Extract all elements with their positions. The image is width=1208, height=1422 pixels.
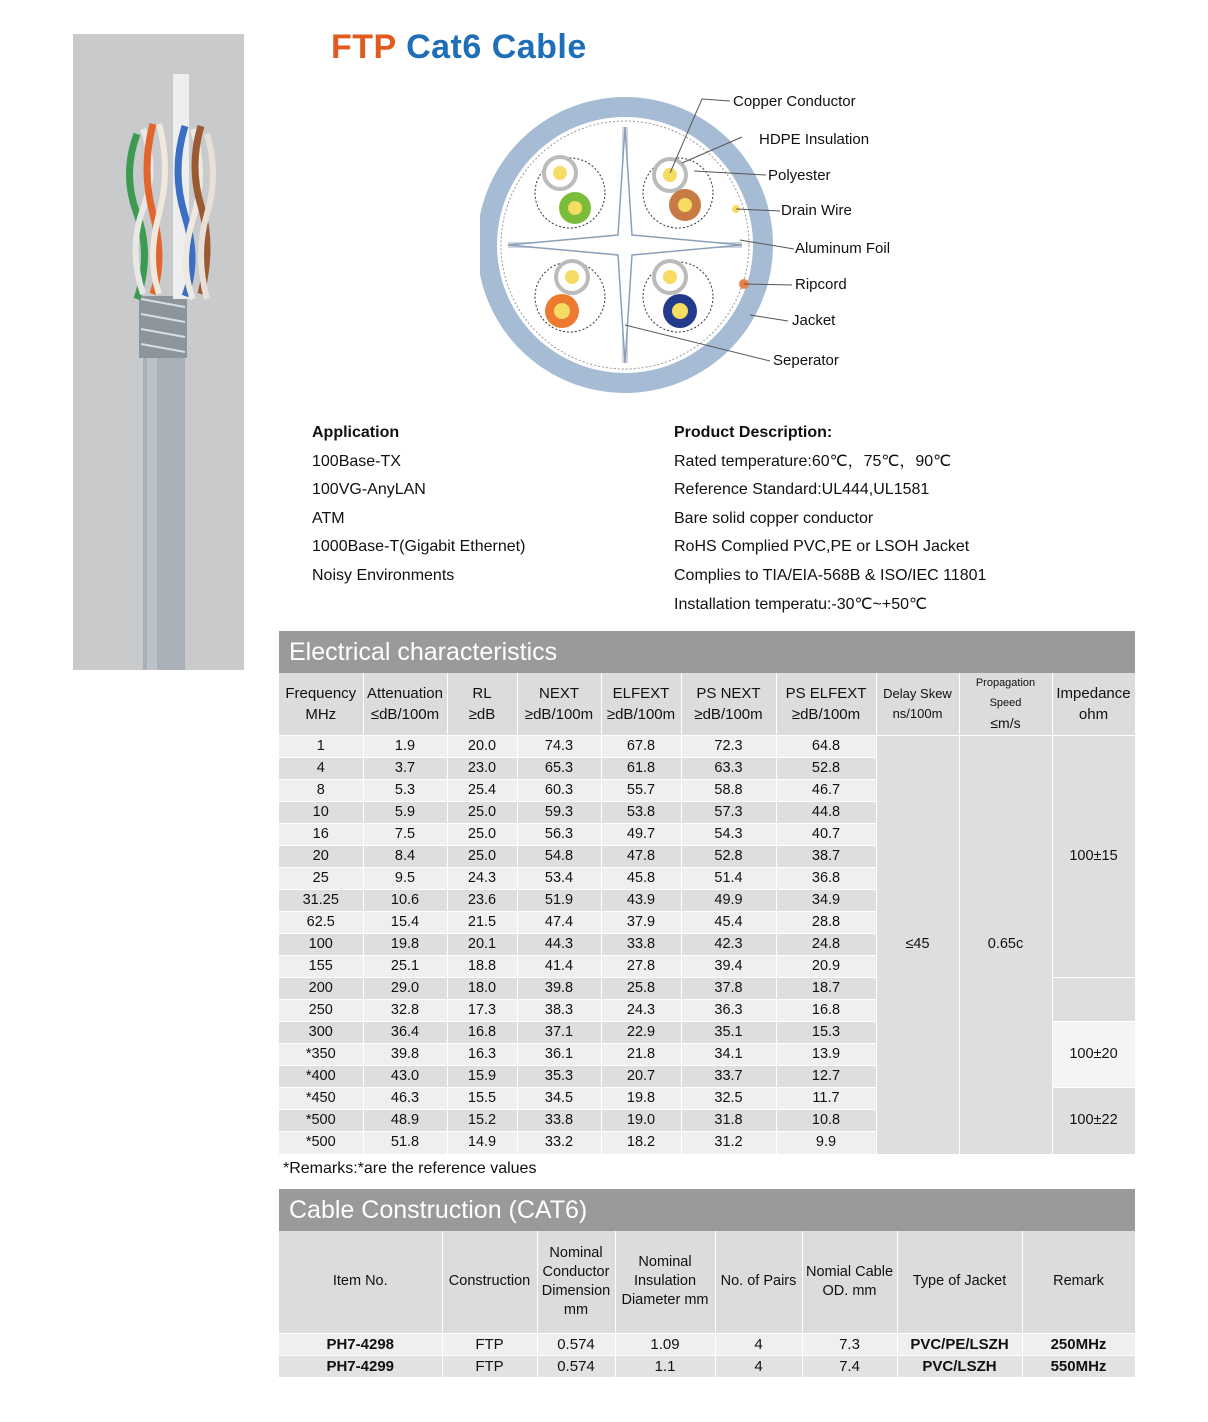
electrical-cell: 12.7 [776, 1066, 876, 1088]
diagram-label-aluminum-foil: Aluminum Foil [795, 240, 891, 257]
electrical-cell: 15.4 [363, 912, 447, 934]
diagram-label-jacket: Jacket [792, 312, 836, 329]
application-item: Noisy Environments [312, 566, 455, 584]
header-attenuation: Attenuation ≤dB/100m [363, 673, 447, 736]
electrical-cell: 74.3 [517, 736, 601, 758]
header-remark: Remark [1022, 1231, 1135, 1333]
application-section [312, 419, 525, 591]
electrical-cell: 60.3 [517, 780, 601, 802]
construction-cell: 0.574 [537, 1355, 615, 1377]
electrical-cell: 34.9 [776, 890, 876, 912]
electrical-cell: 33.8 [601, 934, 681, 956]
electrical-cell: 65.3 [517, 758, 601, 780]
electrical-cell: 72.3 [681, 736, 776, 758]
electrical-cell: 35.3 [517, 1066, 601, 1088]
header-propagation-speed: Propagation Speed ≤m/s [959, 673, 1052, 736]
construction-cell: 7.3 [802, 1333, 897, 1355]
electrical-cell: *500 [279, 1132, 363, 1154]
impedance-value: 100±15 [1052, 736, 1135, 978]
header-construction: Construction [442, 1231, 537, 1333]
electrical-cell: 44.3 [517, 934, 601, 956]
electrical-cell: 20 [279, 846, 363, 868]
electrical-cell: 21.8 [601, 1044, 681, 1066]
electrical-cell: 52.8 [776, 758, 876, 780]
electrical-cell: 16.3 [447, 1044, 517, 1066]
electrical-cell: 15.2 [447, 1110, 517, 1132]
electrical-cell: 20.9 [776, 956, 876, 978]
electrical-cell: 25.1 [363, 956, 447, 978]
header-no-of-pairs: No. of Pairs [715, 1231, 802, 1333]
electrical-cell: 33.2 [517, 1132, 601, 1154]
electrical-cell: 49.7 [601, 824, 681, 846]
electrical-cell: 53.8 [601, 802, 681, 824]
electrical-cell: 43.9 [601, 890, 681, 912]
diagram-label-polyester: Polyester [768, 167, 831, 184]
electrical-cell: *450 [279, 1088, 363, 1110]
electrical-cell: 8 [279, 780, 363, 802]
diagram-label-seperator: Seperator [773, 352, 839, 369]
electrical-cell: 20.0 [447, 736, 517, 758]
header-conductor-dimension: Nominal Conductor Dimension mm [537, 1231, 615, 1333]
construction-cell: 550MHz [1022, 1355, 1135, 1377]
header-ps-elfext: PS ELFEXT ≥dB/100m [776, 673, 876, 736]
electrical-cell: 9.5 [363, 868, 447, 890]
product-description-section [674, 419, 986, 619]
electrical-cell: 38.3 [517, 1000, 601, 1022]
electrical-cell: 51.8 [363, 1132, 447, 1154]
product-item: RoHS Complied PVC,PE or LSOH Jacket [674, 538, 970, 556]
electrical-cell: 19.8 [363, 934, 447, 956]
electrical-cell: 13.9 [776, 1044, 876, 1066]
construction-title-bar: Cable Construction (CAT6) [279, 1189, 1135, 1231]
diagram-label-ripcord: Ripcord [795, 276, 847, 293]
construction-cell: PVC/LSZH [897, 1355, 1022, 1377]
electrical-cell: 155 [279, 956, 363, 978]
electrical-cell: 31.25 [279, 890, 363, 912]
header-delay-skew: Delay Skew ns/100m [876, 673, 959, 736]
electrical-cell: 41.4 [517, 956, 601, 978]
electrical-cell: 24.8 [776, 934, 876, 956]
electrical-cell: 40.7 [776, 824, 876, 846]
construction-cell: 4 [715, 1333, 802, 1355]
electrical-cell: 31.8 [681, 1110, 776, 1132]
electrical-cell: 36.1 [517, 1044, 601, 1066]
header-frequency: Frequency MHz [279, 673, 363, 736]
electrical-cell: 200 [279, 978, 363, 1000]
electrical-cell: 48.9 [363, 1110, 447, 1132]
header-impedance: Impedance ohm [1052, 673, 1135, 736]
electrical-cell: 18.0 [447, 978, 517, 1000]
construction-cell: FTP [442, 1355, 537, 1377]
electrical-cell: 23.0 [447, 758, 517, 780]
electrical-cell: 35.1 [681, 1022, 776, 1044]
diagram-label-hdpe-insulation: HDPE Insulation [759, 131, 870, 148]
electrical-cell: 39.4 [681, 956, 776, 978]
impedance-blank [1052, 978, 1135, 1022]
electrical-cell: 42.3 [681, 934, 776, 956]
construction-cell: 0.574 [537, 1333, 615, 1355]
electrical-cell: 21.5 [447, 912, 517, 934]
electrical-cell: 25 [279, 868, 363, 890]
electrical-cell: 38.7 [776, 846, 876, 868]
electrical-cell: 34.5 [517, 1088, 601, 1110]
cable-photo [73, 34, 244, 670]
electrical-cell: 47.8 [601, 846, 681, 868]
electrical-cell: 63.3 [681, 758, 776, 780]
electrical-cell: 32.5 [681, 1088, 776, 1110]
electrical-cell: 100 [279, 934, 363, 956]
electrical-cell: 58.8 [681, 780, 776, 802]
electrical-cell: 59.3 [517, 802, 601, 824]
electrical-cell: 43.0 [363, 1066, 447, 1088]
electrical-cell: 16 [279, 824, 363, 846]
electrical-cell: 49.9 [681, 890, 776, 912]
electrical-cell: 15.5 [447, 1088, 517, 1110]
electrical-cell: 1.9 [363, 736, 447, 758]
title-ftp: FTP [331, 28, 397, 66]
electrical-cell: 31.2 [681, 1132, 776, 1154]
electrical-cell: 11.7 [776, 1088, 876, 1110]
header-cable-od: Nomial Cable OD. mm [802, 1231, 897, 1333]
electrical-cell: 20.1 [447, 934, 517, 956]
electrical-cell: 4 [279, 758, 363, 780]
electrical-cell: 24.3 [601, 1000, 681, 1022]
electrical-cell: 28.8 [776, 912, 876, 934]
electrical-cell: 61.8 [601, 758, 681, 780]
diagram-label-drain-wire: Drain Wire [781, 202, 852, 219]
electrical-cell: 53.4 [517, 868, 601, 890]
electrical-cell: 19.0 [601, 1110, 681, 1132]
electrical-cell: 34.1 [681, 1044, 776, 1066]
propagation-speed-value: 0.65c [959, 736, 1052, 1154]
electrical-cell: 44.8 [776, 802, 876, 824]
product-item: Reference Standard:UL444,UL1581 [674, 481, 930, 499]
electrical-cell: 36.3 [681, 1000, 776, 1022]
electrical-cell: 29.0 [363, 978, 447, 1000]
electrical-cell: 18.7 [776, 978, 876, 1000]
electrical-cell: 7.5 [363, 824, 447, 846]
construction-row [279, 1355, 1135, 1377]
electrical-cell: 32.8 [363, 1000, 447, 1022]
electrical-cell: 10.8 [776, 1110, 876, 1132]
header-rl: RL ≥dB [447, 673, 517, 736]
electrical-cell: 3.7 [363, 758, 447, 780]
electrical-cell: 46.7 [776, 780, 876, 802]
electrical-cell: 52.8 [681, 846, 776, 868]
electrical-cell: 17.3 [447, 1000, 517, 1022]
electrical-cell: *400 [279, 1066, 363, 1088]
electrical-cell: 250 [279, 1000, 363, 1022]
electrical-cell: 45.8 [601, 868, 681, 890]
construction-table-body [279, 1333, 1135, 1377]
electrical-cell: 25.0 [447, 846, 517, 868]
product-item: Bare solid copper conductor [674, 509, 874, 527]
header-elfext: ELFEXT ≥dB/100m [601, 673, 681, 736]
diagram-label-copper-conductor: Copper Conductor [733, 93, 856, 110]
electrical-row [279, 736, 1135, 758]
electrical-table [279, 673, 1136, 1154]
application-item: ATM [312, 509, 345, 527]
electrical-cell: 18.8 [447, 956, 517, 978]
construction-cell: PH7-4299 [279, 1355, 442, 1377]
impedance-value: 100±22 [1052, 1088, 1135, 1154]
electrical-cell: 300 [279, 1022, 363, 1044]
electrical-cell: 16.8 [776, 1000, 876, 1022]
construction-cell: PVC/PE/LSZH [897, 1333, 1022, 1355]
electrical-cell: *500 [279, 1110, 363, 1132]
header-type-of-jacket: Type of Jacket [897, 1231, 1022, 1333]
title-cat6-cable: Cat6 Cable [406, 28, 587, 66]
electrical-cell: 67.8 [601, 736, 681, 758]
electrical-cell: 25.8 [601, 978, 681, 1000]
electrical-cell: 39.8 [517, 978, 601, 1000]
electrical-cell: 10 [279, 802, 363, 824]
electrical-cell: 5.3 [363, 780, 447, 802]
product-item: Installation temperatu:-30℃~+50℃ [674, 595, 927, 613]
application-item: 1000Base-T(Gigabit Ethernet) [312, 538, 526, 556]
electrical-cell: 39.8 [363, 1044, 447, 1066]
electrical-cell: 5.9 [363, 802, 447, 824]
impedance-value: 100±20 [1052, 1022, 1135, 1088]
construction-cell: 250MHz [1022, 1333, 1135, 1355]
application-heading: Application [312, 424, 400, 441]
electrical-cell: 37.9 [601, 912, 681, 934]
electrical-cell: 23.6 [447, 890, 517, 912]
electrical-cell: 9.9 [776, 1132, 876, 1154]
construction-cell: 1.09 [615, 1333, 715, 1355]
construction-cell: 4 [715, 1355, 802, 1377]
electrical-cell: 51.9 [517, 890, 601, 912]
construction-cell: 7.4 [802, 1355, 897, 1377]
electrical-cell: 10.6 [363, 890, 447, 912]
header-ps-next: PS NEXT ≥dB/100m [681, 673, 776, 736]
electrical-cell: 57.3 [681, 802, 776, 824]
header-next: NEXT ≥dB/100m [517, 673, 601, 736]
electrical-cell: 19.8 [601, 1088, 681, 1110]
electrical-cell: 27.8 [601, 956, 681, 978]
electrical-cell: 8.4 [363, 846, 447, 868]
header-item-no: Item No. [279, 1231, 442, 1333]
construction-cell: FTP [442, 1333, 537, 1355]
electrical-cell: 20.7 [601, 1066, 681, 1088]
electrical-cell: 36.8 [776, 868, 876, 890]
construction-table [279, 1231, 1136, 1377]
electrical-cell: 51.4 [681, 868, 776, 890]
construction-cell: PH7-4298 [279, 1333, 442, 1355]
electrical-cell: 22.9 [601, 1022, 681, 1044]
electrical-cell: 54.3 [681, 824, 776, 846]
header-insulation-diameter: Nominal Insulation Diameter mm [615, 1231, 715, 1333]
electrical-cell: 14.9 [447, 1132, 517, 1154]
product-heading: Product Description: [674, 424, 833, 441]
electrical-cell: 33.7 [681, 1066, 776, 1088]
electrical-cell: 54.8 [517, 846, 601, 868]
electrical-cell: 47.4 [517, 912, 601, 934]
electrical-cell: 25.4 [447, 780, 517, 802]
electrical-cell: 18.2 [601, 1132, 681, 1154]
electrical-cell: 62.5 [279, 912, 363, 934]
construction-header-row [279, 1231, 1135, 1333]
electrical-cell: 25.0 [447, 802, 517, 824]
electrical-title-bar: Electrical characteristics [279, 631, 1135, 673]
product-item: Rated temperature:60℃，75℃，90℃ [674, 452, 952, 470]
electrical-cell: 16.8 [447, 1022, 517, 1044]
electrical-cell: 37.8 [681, 978, 776, 1000]
page-title [331, 28, 587, 67]
electrical-cell: 1 [279, 736, 363, 758]
electrical-cell: 46.3 [363, 1088, 447, 1110]
electrical-cell: 33.8 [517, 1110, 601, 1132]
electrical-cell: 64.8 [776, 736, 876, 758]
electrical-cell: 55.7 [601, 780, 681, 802]
delay-skew-value: ≤45 [876, 736, 959, 1154]
electrical-cell: 25.0 [447, 824, 517, 846]
electrical-cell: 24.3 [447, 868, 517, 890]
electrical-cell: 15.3 [776, 1022, 876, 1044]
electrical-cell: 36.4 [363, 1022, 447, 1044]
electrical-table-body [279, 736, 1135, 1154]
electrical-cell: 37.1 [517, 1022, 601, 1044]
product-item: Complies to TIA/EIA-568B & ISO/IEC 11801 [674, 566, 987, 584]
application-item: 100VG-AnyLAN [312, 481, 426, 499]
construction-cell: 1.1 [615, 1355, 715, 1377]
construction-row [279, 1333, 1135, 1355]
remarks-note: *Remarks:*are the reference values [283, 1160, 537, 1177]
electrical-cell: 56.3 [517, 824, 601, 846]
electrical-cell: 45.4 [681, 912, 776, 934]
electrical-header-row [279, 673, 1135, 736]
electrical-cell: *350 [279, 1044, 363, 1066]
electrical-cell: 15.9 [447, 1066, 517, 1088]
application-item: 100Base-TX [312, 452, 401, 470]
